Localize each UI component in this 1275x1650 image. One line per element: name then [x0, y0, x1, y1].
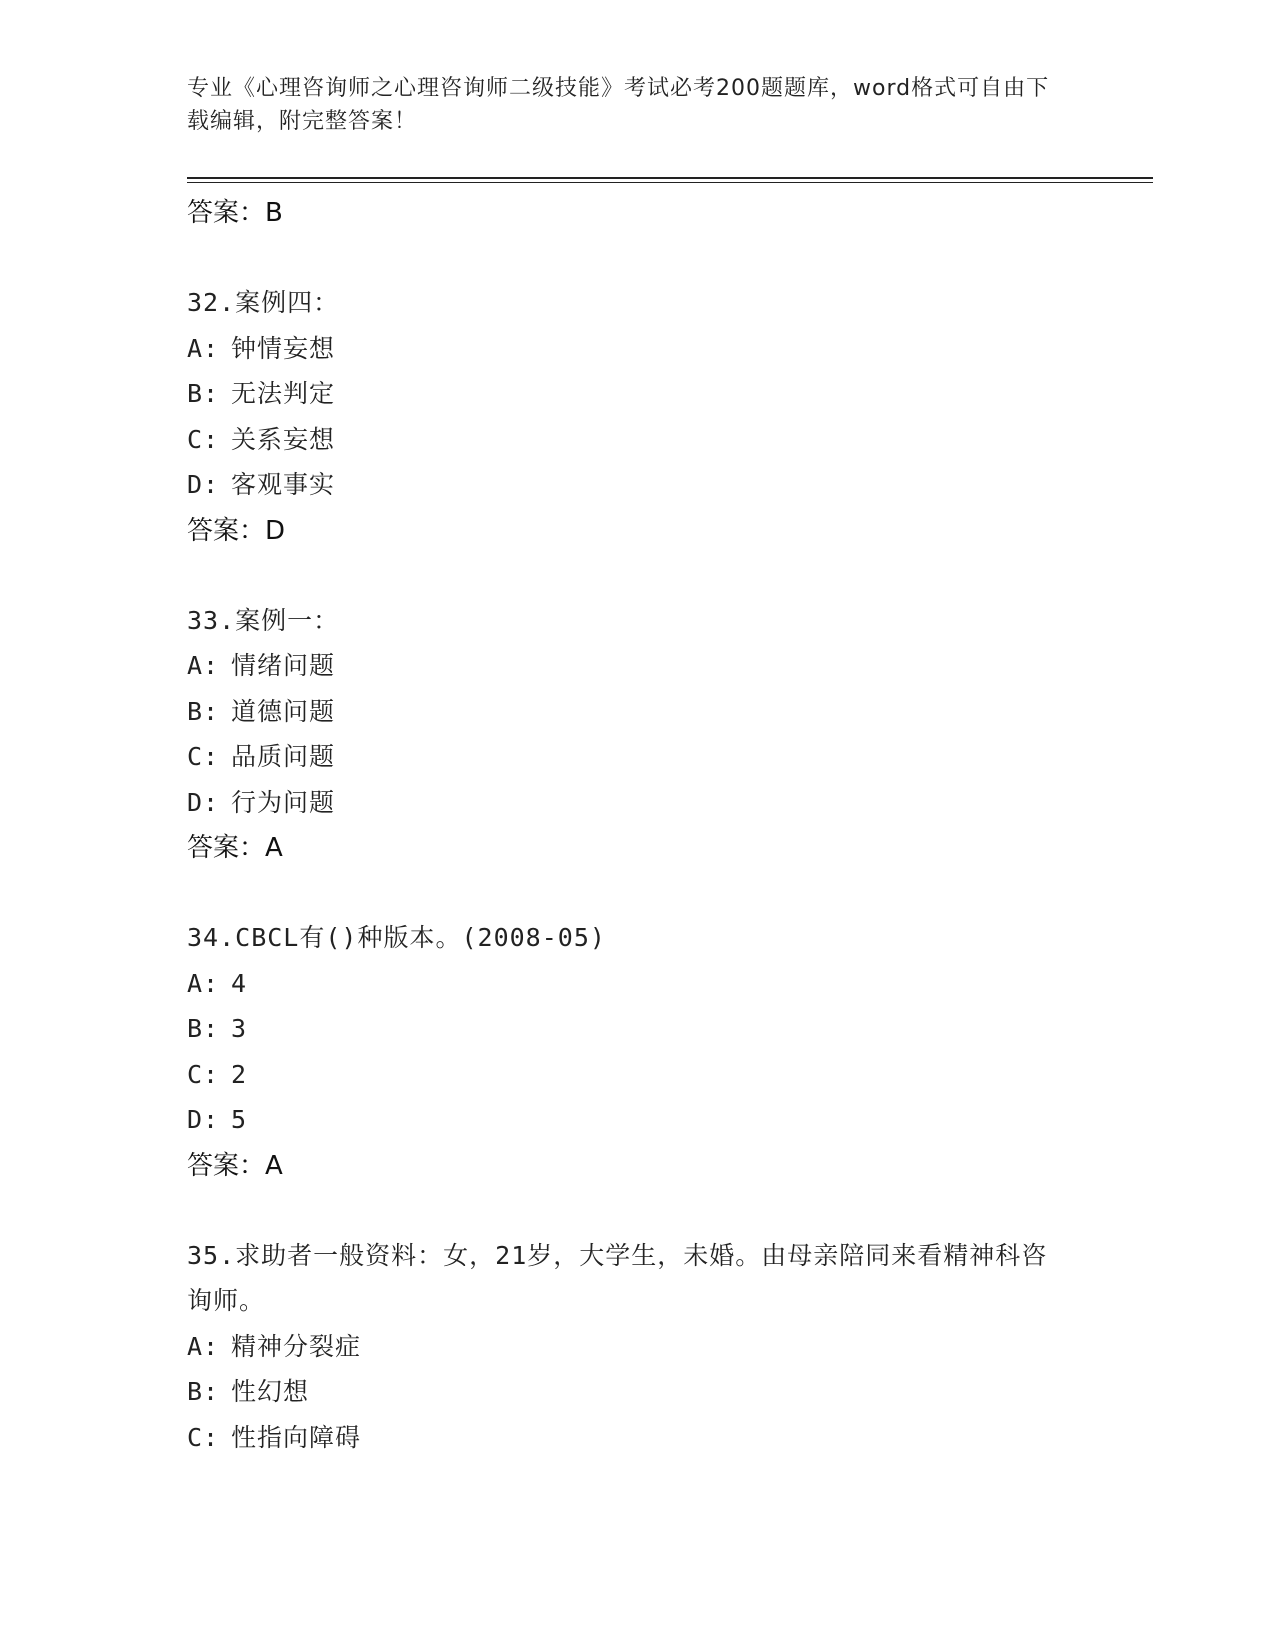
option-a [187, 961, 1087, 1007]
question-stem: 34.CBCL有()种版本。(2008-05) [187, 923, 606, 952]
option-letter: A: [187, 968, 220, 998]
question-content [187, 190, 1087, 1460]
option-text: 关系妄想 [231, 424, 336, 454]
option-b [187, 1369, 1087, 1415]
option-letter: B: [187, 1014, 220, 1043]
document-header: 专业《心理咨询师之心理咨询师二级技能》考试必考200题题库，word格式可自由下载编辑，附完整答案！ [187, 76, 1050, 134]
answer-line: 答案：A [187, 833, 283, 863]
option-letter: C: [187, 1422, 220, 1452]
option-letter: C: [187, 1059, 220, 1089]
option-text: 性指向障碍 [231, 1422, 362, 1452]
question-block [187, 598, 1087, 872]
option-letter: A: [187, 651, 220, 680]
answer-line: 答案：D [187, 515, 286, 546]
answer-line: 答案：A [187, 1150, 283, 1181]
option-text: 2 [231, 1059, 248, 1089]
option-letter: D: [187, 787, 220, 817]
answer-line: 答案：B [187, 198, 283, 228]
option-a [187, 643, 1087, 689]
option-a [187, 326, 1087, 372]
option-letter: A: [187, 1331, 220, 1361]
option-c [187, 417, 1087, 463]
spacer [187, 1189, 1087, 1233]
option-letter: C: [187, 742, 220, 771]
spacer [187, 236, 1087, 280]
option-c [187, 1052, 1087, 1098]
option-text: 钟情妄想 [231, 333, 336, 363]
option-b [187, 689, 1087, 735]
option-letter: D: [187, 1105, 220, 1134]
option-text: 精神分裂症 [231, 1331, 362, 1361]
header-rule-thick [187, 177, 1153, 179]
question-stem: 33.案例一： [187, 605, 340, 635]
option-text: 客观事实 [231, 470, 336, 499]
option-letter: D: [187, 470, 220, 499]
option-text: 5 [231, 1105, 248, 1134]
option-text: 4 [231, 968, 248, 998]
option-d [187, 780, 1087, 826]
question-block [187, 915, 1087, 1189]
option-text: 3 [231, 1014, 248, 1043]
option-letter: C: [187, 424, 220, 454]
option-b [187, 1006, 1087, 1052]
option-d [187, 1097, 1087, 1143]
option-a [187, 1324, 1087, 1370]
option-letter: B: [187, 379, 220, 408]
option-d [187, 462, 1087, 508]
option-letter: A: [187, 333, 220, 363]
option-text: 行为问题 [231, 787, 336, 817]
question-stem: 35.求助者一般资料：女，21岁，大学生，未婚。由母亲陪同来看精神科咨询师。 [187, 1240, 1048, 1315]
spacer [187, 871, 1087, 915]
option-text: 性幻想 [231, 1377, 310, 1406]
option-c [187, 1415, 1087, 1461]
option-letter: B: [187, 1377, 220, 1406]
question-stem: 32.案例四： [187, 288, 340, 317]
option-text: 情绪问题 [231, 651, 336, 680]
spacer [187, 554, 1087, 598]
option-c [187, 734, 1087, 780]
option-text: 品质问题 [231, 742, 336, 771]
option-text: 道德问题 [231, 696, 336, 726]
option-letter: B: [187, 696, 220, 726]
header-rule-thin [187, 182, 1153, 183]
question-block [187, 280, 1087, 554]
option-b [187, 371, 1087, 417]
question-block [187, 1233, 1087, 1461]
option-text: 无法判定 [231, 379, 336, 408]
